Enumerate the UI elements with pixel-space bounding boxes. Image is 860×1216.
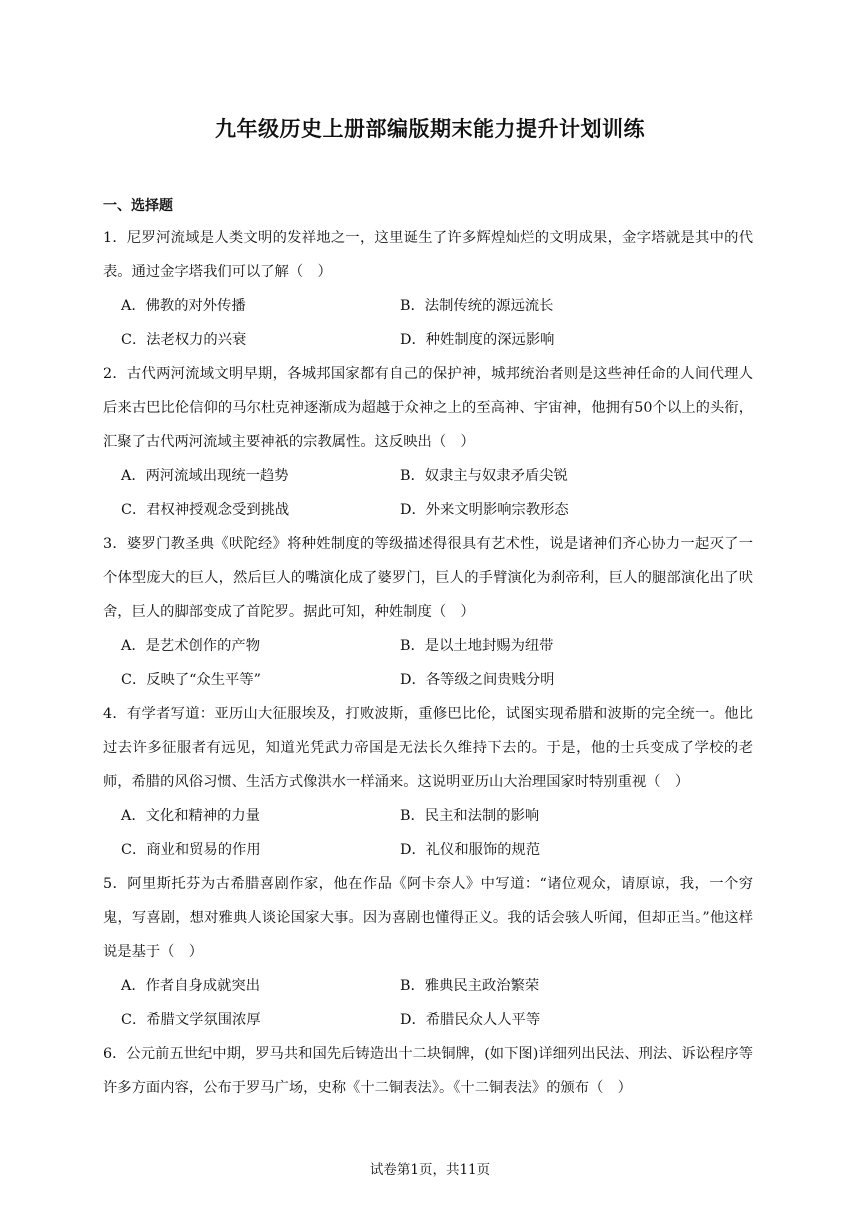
option-d: D．礼仪和服饰的规范 [400, 842, 541, 858]
question-list [103, 221, 753, 1105]
option-c: C．商业和贸易的作用 [121, 842, 261, 858]
option-row [103, 323, 753, 357]
question-5 [103, 867, 753, 1037]
question-stem: 5．阿里斯托芬为古希腊喜剧作家，他在作品《阿卡奈人》中写道：“诸位观众，请原谅，我，一个穷鬼，写喜剧，想对雅典人谈论国家大事。因为喜剧也懂得正义。我的话会骇人听闻，但却正当。”他这样说是基于（ ） [103, 876, 753, 960]
option-row [103, 493, 753, 527]
option-a: A．作者自身成就突出 [121, 978, 260, 994]
page-footer: 试卷第1页，共11页 [369, 1162, 491, 1178]
option-c: C．君权神授观念受到挑战 [121, 502, 290, 518]
question-stem: 2．古代两河流域文明早期，各城邦国家都有自己的保护神，城邦统治者则是这些神任命的人间代理人后来古巴比伦信仰的马尔杜克神逐渐成为超越于众神之上的至高神、宇宙神，他拥有50个以上的头衔，汇聚了古代两河流域主要神祇的宗教属性。这反映出（ ） [103, 366, 753, 450]
question-stem: 3．婆罗门教圣典《吠陀经》将种姓制度的等级描述得很具有艺术性，说是诸神们齐心协力一起灭了一个体型庞大的巨人，然后巨人的嘴演化成了婆罗门，巨人的手臂演化为刹帝利，巨人的腿部演化出了吠舍，巨人的脚部变成了首陀罗。据此可知，种姓制度（ ） [103, 536, 753, 620]
option-d: D．种姓制度的深远影响 [400, 332, 555, 348]
section-heading: 一、选择题 [103, 198, 173, 214]
option-row [103, 969, 753, 1003]
option-row [103, 1003, 753, 1037]
option-row [103, 629, 753, 663]
option-b: B．奴隶主与奴隶矛盾尖锐 [400, 468, 568, 484]
option-a: A．佛教的对外传播 [121, 298, 246, 314]
question-stem: 4．有学者写道：亚历山大征服埃及，打败波斯，重修巴比伦，试图实现希腊和波斯的完全统一。他比过去许多征服者有远见，知道光凭武力帝国是无法长久维持下去的。于是，他的士兵变成了学校的老师，希腊的风俗习惯、生活方式像洪水一样涌来。这说明亚历山大治理国家时特别重视（ ） [103, 706, 753, 790]
option-b: B．雅典民主政治繁荣 [400, 978, 540, 994]
option-a: A．两河流域出现统一趋势 [121, 468, 289, 484]
question-stem: 1．尼罗河流域是人类文明的发祥地之一，这里诞生了许多辉煌灿烂的文明成果，金字塔就是其中的代表。通过金字塔我们可以了解（ ） [103, 230, 753, 280]
option-a: A．文化和精神的力量 [121, 808, 260, 824]
option-d: D．外来文明影响宗教形态 [400, 502, 569, 518]
option-c: C．希腊文学氛围浓厚 [121, 1012, 261, 1028]
page-title: 九年级历史上册部编版期末能力提升计划训练 [215, 116, 645, 141]
question-4 [103, 697, 753, 867]
option-row [103, 799, 753, 833]
question-3 [103, 527, 753, 697]
question-2 [103, 357, 753, 527]
option-c: C．反映了“众生平等” [121, 672, 261, 688]
question-stem: 6．公元前五世纪中期，罗马共和国先后铸造出十二块铜牌，(如下图)详细列出民法、刑法、诉讼程序等许多方面内容，公布于罗马广场，史称《十二铜表法》。《十二铜表法》的颁布（ ） [103, 1046, 753, 1096]
option-row [103, 833, 753, 867]
option-c: C．法老权力的兴衰 [121, 332, 247, 348]
option-b: B．是以土地封赐为纽带 [400, 638, 554, 654]
option-b: B．法制传统的源远流长 [400, 298, 554, 314]
option-a: A．是艺术创作的产物 [121, 638, 260, 654]
option-d: D．各等级之间贵贱分明 [400, 672, 555, 688]
question-1 [103, 221, 753, 357]
option-row [103, 289, 753, 323]
option-b: B．民主和法制的影响 [400, 808, 540, 824]
option-row [103, 459, 753, 493]
option-d: D．希腊民众人人平等 [400, 1012, 541, 1028]
question-6 [103, 1037, 753, 1105]
option-row [103, 663, 753, 697]
